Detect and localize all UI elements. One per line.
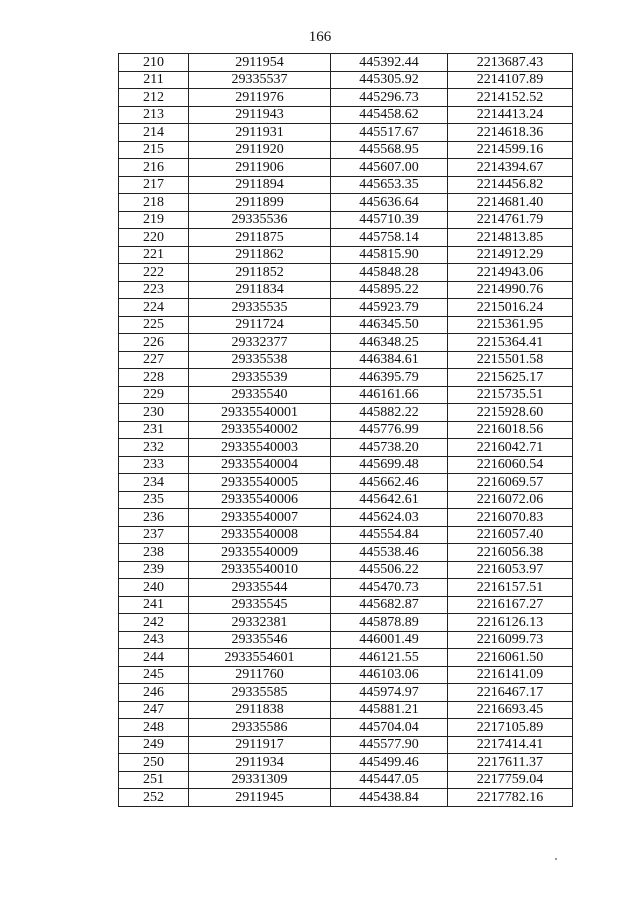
x-coordinate-cell: 445458.62 [331, 106, 448, 124]
row-index-cell: 212 [119, 89, 189, 107]
x-coordinate-cell: 446345.50 [331, 316, 448, 334]
row-index-cell: 249 [119, 736, 189, 754]
x-coordinate-cell: 445776.99 [331, 421, 448, 439]
table-row [119, 334, 573, 352]
table-row [119, 579, 573, 597]
row-index-cell: 252 [119, 789, 189, 807]
y-coordinate-cell: 2213687.43 [448, 54, 573, 72]
point-id-cell: 2911945 [189, 789, 331, 807]
x-coordinate-cell: 445554.84 [331, 526, 448, 544]
point-id-cell: 29335544 [189, 579, 331, 597]
row-index-cell: 217 [119, 176, 189, 194]
table-row [119, 141, 573, 159]
x-coordinate-cell: 445662.46 [331, 474, 448, 492]
y-coordinate-cell: 2214107.89 [448, 71, 573, 89]
y-coordinate-cell: 2216126.13 [448, 614, 573, 632]
point-id-cell: 2911943 [189, 106, 331, 124]
point-id-cell: 29335536 [189, 211, 331, 229]
row-index-cell: 242 [119, 614, 189, 632]
row-index-cell: 214 [119, 124, 189, 142]
y-coordinate-cell: 2215016.24 [448, 299, 573, 317]
point-id-cell: 29335585 [189, 684, 331, 702]
y-coordinate-cell: 2216072.06 [448, 491, 573, 509]
point-id-cell: 29332377 [189, 334, 331, 352]
x-coordinate-cell: 445506.22 [331, 561, 448, 579]
row-index-cell: 240 [119, 579, 189, 597]
point-id-cell: 29335540010 [189, 561, 331, 579]
row-index-cell: 243 [119, 631, 189, 649]
point-id-cell: 29335540008 [189, 526, 331, 544]
row-index-cell: 225 [119, 316, 189, 334]
row-index-cell: 219 [119, 211, 189, 229]
table-row [119, 614, 573, 632]
row-index-cell: 245 [119, 666, 189, 684]
table-row [119, 194, 573, 212]
point-id-cell: 29335540009 [189, 544, 331, 562]
x-coordinate-cell: 446103.06 [331, 666, 448, 684]
row-index-cell: 227 [119, 351, 189, 369]
point-id-cell: 29335538 [189, 351, 331, 369]
point-id-cell: 29335540001 [189, 404, 331, 422]
point-id-cell: 2933554601 [189, 649, 331, 667]
table-row [119, 246, 573, 264]
y-coordinate-cell: 2216141.09 [448, 666, 573, 684]
point-id-cell: 2911862 [189, 246, 331, 264]
point-id-cell: 2911976 [189, 89, 331, 107]
row-index-cell: 237 [119, 526, 189, 544]
point-id-cell: 2911954 [189, 54, 331, 72]
point-id-cell: 2911834 [189, 281, 331, 299]
row-index-cell: 216 [119, 159, 189, 177]
x-coordinate-cell: 445895.22 [331, 281, 448, 299]
point-id-cell: 2911760 [189, 666, 331, 684]
x-coordinate-cell: 445881.21 [331, 701, 448, 719]
table-row [119, 54, 573, 72]
row-index-cell: 236 [119, 509, 189, 527]
x-coordinate-cell: 445305.92 [331, 71, 448, 89]
y-coordinate-cell: 2214943.06 [448, 264, 573, 282]
y-coordinate-cell: 2216693.45 [448, 701, 573, 719]
point-id-cell: 29332381 [189, 614, 331, 632]
table-row [119, 701, 573, 719]
row-index-cell: 241 [119, 596, 189, 614]
row-index-cell: 229 [119, 386, 189, 404]
y-coordinate-cell: 2214912.29 [448, 246, 573, 264]
row-index-cell: 215 [119, 141, 189, 159]
x-coordinate-cell: 445499.46 [331, 754, 448, 772]
x-coordinate-cell: 445447.05 [331, 771, 448, 789]
y-coordinate-cell: 2216018.56 [448, 421, 573, 439]
row-index-cell: 220 [119, 229, 189, 247]
x-coordinate-cell: 445636.64 [331, 194, 448, 212]
row-index-cell: 211 [119, 71, 189, 89]
point-id-cell: 29335540005 [189, 474, 331, 492]
point-id-cell: 29335540003 [189, 439, 331, 457]
point-id-cell: 2911899 [189, 194, 331, 212]
x-coordinate-cell: 446348.25 [331, 334, 448, 352]
table-row [119, 736, 573, 754]
row-index-cell: 234 [119, 474, 189, 492]
point-id-cell: 2911906 [189, 159, 331, 177]
point-id-cell: 2911894 [189, 176, 331, 194]
x-coordinate-cell: 445699.48 [331, 456, 448, 474]
table-row [119, 474, 573, 492]
point-id-cell: 29335539 [189, 369, 331, 387]
table-row [119, 631, 573, 649]
y-coordinate-cell: 2216167.27 [448, 596, 573, 614]
x-coordinate-cell: 445923.79 [331, 299, 448, 317]
x-coordinate-cell: 445538.46 [331, 544, 448, 562]
x-coordinate-cell: 445974.97 [331, 684, 448, 702]
y-coordinate-cell: 2214456.82 [448, 176, 573, 194]
table-row [119, 89, 573, 107]
y-coordinate-cell: 2214413.24 [448, 106, 573, 124]
row-index-cell: 251 [119, 771, 189, 789]
point-id-cell: 29331309 [189, 771, 331, 789]
row-index-cell: 233 [119, 456, 189, 474]
x-coordinate-cell: 445882.22 [331, 404, 448, 422]
table-row [119, 299, 573, 317]
row-index-cell: 218 [119, 194, 189, 212]
table-row [119, 404, 573, 422]
y-coordinate-cell: 2215364.41 [448, 334, 573, 352]
y-coordinate-cell: 2217611.37 [448, 754, 573, 772]
y-coordinate-cell: 2214990.76 [448, 281, 573, 299]
table-row [119, 351, 573, 369]
x-coordinate-cell: 445758.14 [331, 229, 448, 247]
x-coordinate-cell: 445848.28 [331, 264, 448, 282]
x-coordinate-cell: 445624.03 [331, 509, 448, 527]
row-index-cell: 250 [119, 754, 189, 772]
table-row [119, 159, 573, 177]
table-row [119, 176, 573, 194]
point-id-cell: 29335540006 [189, 491, 331, 509]
y-coordinate-cell: 2216061.50 [448, 649, 573, 667]
table-row [119, 211, 573, 229]
point-id-cell: 2911920 [189, 141, 331, 159]
table-row [119, 369, 573, 387]
row-index-cell: 224 [119, 299, 189, 317]
coordinates-table-body [119, 54, 573, 807]
y-coordinate-cell: 2215625.17 [448, 369, 573, 387]
point-id-cell: 2911917 [189, 736, 331, 754]
y-coordinate-cell: 2215501.58 [448, 351, 573, 369]
y-coordinate-cell: 2217105.89 [448, 719, 573, 737]
y-coordinate-cell: 2214681.40 [448, 194, 573, 212]
table-row [119, 789, 573, 807]
row-index-cell: 248 [119, 719, 189, 737]
x-coordinate-cell: 445577.90 [331, 736, 448, 754]
table-row [119, 71, 573, 89]
row-index-cell: 223 [119, 281, 189, 299]
table-row [119, 544, 573, 562]
table-row [119, 264, 573, 282]
y-coordinate-cell: 2215735.51 [448, 386, 573, 404]
y-coordinate-cell: 2216070.83 [448, 509, 573, 527]
row-index-cell: 221 [119, 246, 189, 264]
row-index-cell: 210 [119, 54, 189, 72]
y-coordinate-cell: 2215928.60 [448, 404, 573, 422]
point-id-cell: 29335540 [189, 386, 331, 404]
row-index-cell: 213 [119, 106, 189, 124]
point-id-cell: 29335586 [189, 719, 331, 737]
x-coordinate-cell: 445517.67 [331, 124, 448, 142]
table-row [119, 316, 573, 334]
point-id-cell: 29335537 [189, 71, 331, 89]
x-coordinate-cell: 445642.61 [331, 491, 448, 509]
point-id-cell: 2911838 [189, 701, 331, 719]
y-coordinate-cell: 2216099.73 [448, 631, 573, 649]
y-coordinate-cell: 2214813.85 [448, 229, 573, 247]
row-index-cell: 247 [119, 701, 189, 719]
table-row [119, 596, 573, 614]
table-row [119, 421, 573, 439]
y-coordinate-cell: 2216467.17 [448, 684, 573, 702]
table-row [119, 526, 573, 544]
table-row [119, 754, 573, 772]
x-coordinate-cell: 445392.44 [331, 54, 448, 72]
table-row [119, 491, 573, 509]
x-coordinate-cell: 445653.35 [331, 176, 448, 194]
row-index-cell: 228 [119, 369, 189, 387]
table-row [119, 456, 573, 474]
y-coordinate-cell: 2217759.04 [448, 771, 573, 789]
table-row [119, 386, 573, 404]
table-row [119, 106, 573, 124]
y-coordinate-cell: 2216053.97 [448, 561, 573, 579]
y-coordinate-cell: 2216069.57 [448, 474, 573, 492]
y-coordinate-cell: 2216042.71 [448, 439, 573, 457]
point-id-cell: 2911934 [189, 754, 331, 772]
x-coordinate-cell: 445296.73 [331, 89, 448, 107]
y-coordinate-cell: 2216157.51 [448, 579, 573, 597]
y-coordinate-cell: 2217414.41 [448, 736, 573, 754]
point-id-cell: 2911852 [189, 264, 331, 282]
point-id-cell: 29335540002 [189, 421, 331, 439]
row-index-cell: 238 [119, 544, 189, 562]
point-id-cell: 29335546 [189, 631, 331, 649]
x-coordinate-cell: 445470.73 [331, 579, 448, 597]
coordinates-table [118, 53, 573, 807]
x-coordinate-cell: 446121.55 [331, 649, 448, 667]
row-index-cell: 244 [119, 649, 189, 667]
table-row [119, 666, 573, 684]
y-coordinate-cell: 2214618.36 [448, 124, 573, 142]
table-row [119, 509, 573, 527]
table-row [119, 439, 573, 457]
row-index-cell: 226 [119, 334, 189, 352]
x-coordinate-cell: 446384.61 [331, 351, 448, 369]
y-coordinate-cell: 2216057.40 [448, 526, 573, 544]
y-coordinate-cell: 2214152.52 [448, 89, 573, 107]
row-index-cell: 246 [119, 684, 189, 702]
point-id-cell: 2911724 [189, 316, 331, 334]
x-coordinate-cell: 445704.04 [331, 719, 448, 737]
row-index-cell: 222 [119, 264, 189, 282]
row-index-cell: 230 [119, 404, 189, 422]
table-row [119, 719, 573, 737]
table-row [119, 561, 573, 579]
y-coordinate-cell: 2217782.16 [448, 789, 573, 807]
table-row [119, 229, 573, 247]
point-id-cell: 29335535 [189, 299, 331, 317]
row-index-cell: 239 [119, 561, 189, 579]
x-coordinate-cell: 446395.79 [331, 369, 448, 387]
x-coordinate-cell: 445568.95 [331, 141, 448, 159]
point-id-cell: 2911875 [189, 229, 331, 247]
point-id-cell: 29335540007 [189, 509, 331, 527]
table-row [119, 771, 573, 789]
y-coordinate-cell: 2216060.54 [448, 456, 573, 474]
x-coordinate-cell: 446161.66 [331, 386, 448, 404]
table-row [119, 124, 573, 142]
table-row [119, 281, 573, 299]
row-index-cell: 232 [119, 439, 189, 457]
y-coordinate-cell: 2214394.67 [448, 159, 573, 177]
point-id-cell: 29335545 [189, 596, 331, 614]
point-id-cell: 29335540004 [189, 456, 331, 474]
point-id-cell: 2911931 [189, 124, 331, 142]
x-coordinate-cell: 445710.39 [331, 211, 448, 229]
y-coordinate-cell: 2214599.16 [448, 141, 573, 159]
x-coordinate-cell: 445878.89 [331, 614, 448, 632]
page-number: 166 [308, 29, 332, 45]
table-row [119, 649, 573, 667]
x-coordinate-cell: 446001.49 [331, 631, 448, 649]
scan-speck [555, 858, 557, 860]
x-coordinate-cell: 445607.00 [331, 159, 448, 177]
x-coordinate-cell: 445738.20 [331, 439, 448, 457]
x-coordinate-cell: 445682.87 [331, 596, 448, 614]
y-coordinate-cell: 2216056.38 [448, 544, 573, 562]
table-row [119, 684, 573, 702]
y-coordinate-cell: 2215361.95 [448, 316, 573, 334]
row-index-cell: 235 [119, 491, 189, 509]
x-coordinate-cell: 445438.84 [331, 789, 448, 807]
y-coordinate-cell: 2214761.79 [448, 211, 573, 229]
x-coordinate-cell: 445815.90 [331, 246, 448, 264]
row-index-cell: 231 [119, 421, 189, 439]
